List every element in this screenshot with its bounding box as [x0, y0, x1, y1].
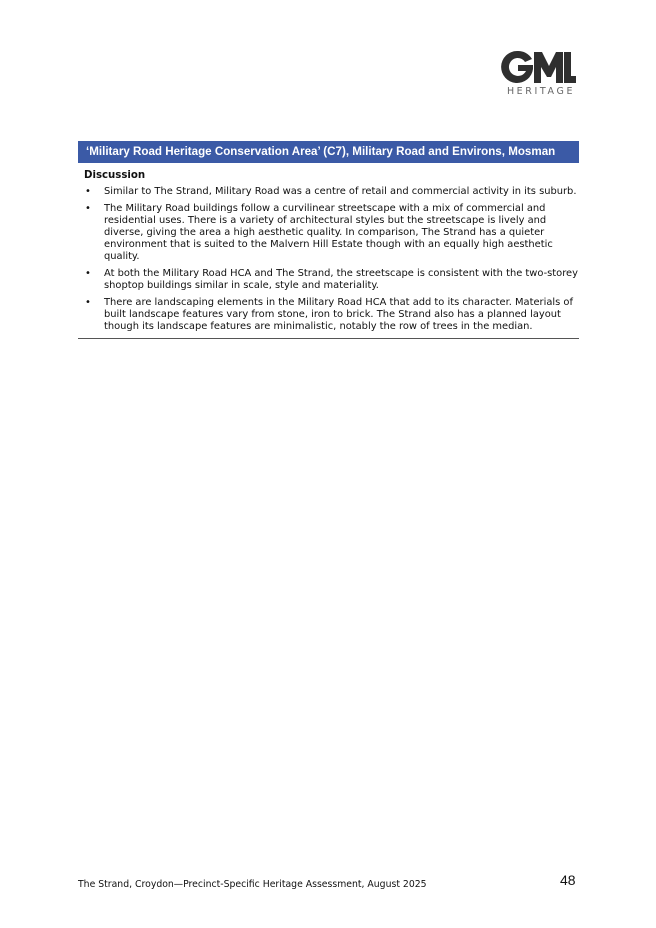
list-item-text: Similar to The Strand, Military Road was a centre of retail and commercial activity in its suburb. — [104, 186, 577, 197]
bullet-icon: • — [85, 186, 91, 197]
list-item — [78, 268, 579, 292]
discussion-heading: Discussion — [84, 170, 146, 181]
gml-logo-icon — [500, 50, 576, 84]
list-item — [78, 203, 579, 263]
table-body — [78, 163, 579, 339]
list-item — [78, 297, 579, 333]
page-number: 48 — [560, 872, 576, 888]
logo-subtitle: HERITAGE — [506, 86, 576, 97]
list-item — [78, 186, 579, 198]
discussion-list — [78, 186, 579, 333]
bullet-icon: • — [85, 297, 91, 308]
comparison-table — [78, 141, 579, 339]
bullet-icon: • — [85, 268, 91, 279]
table-header: ‘Military Road Heritage Conservation Area’ (C7), Military Road and Environs, Mosman — [78, 141, 579, 163]
list-item-text: The Military Road buildings follow a curvilinear streetscape with a mix of commercial and residential uses. There is a variety of architectural styles but the streetscape is lively and diverse, giving the area a high aesthetic quality. In comparison, The Strand has a quieter environment that is suited to the Malvern Hill Estate though with an equally high aesthetic quality. — [104, 203, 553, 262]
list-item-text: At both the Military Road HCA and The Strand, the streetscape is consistent with the two-storey shoptop buildings similar in scale, style and materiality. — [104, 268, 578, 291]
bullet-icon: • — [85, 203, 91, 214]
footer-text: The Strand, Croydon—Precinct-Specific Heritage Assessment, August 2025 — [78, 879, 427, 890]
list-item-text: There are landscaping elements in the Military Road HCA that add to its character. Materials of built landscape features vary from stone, iron to brick. The Strand also has a planned layout though its landscape features are minimalistic, notably the row of trees in the median. — [104, 297, 573, 332]
